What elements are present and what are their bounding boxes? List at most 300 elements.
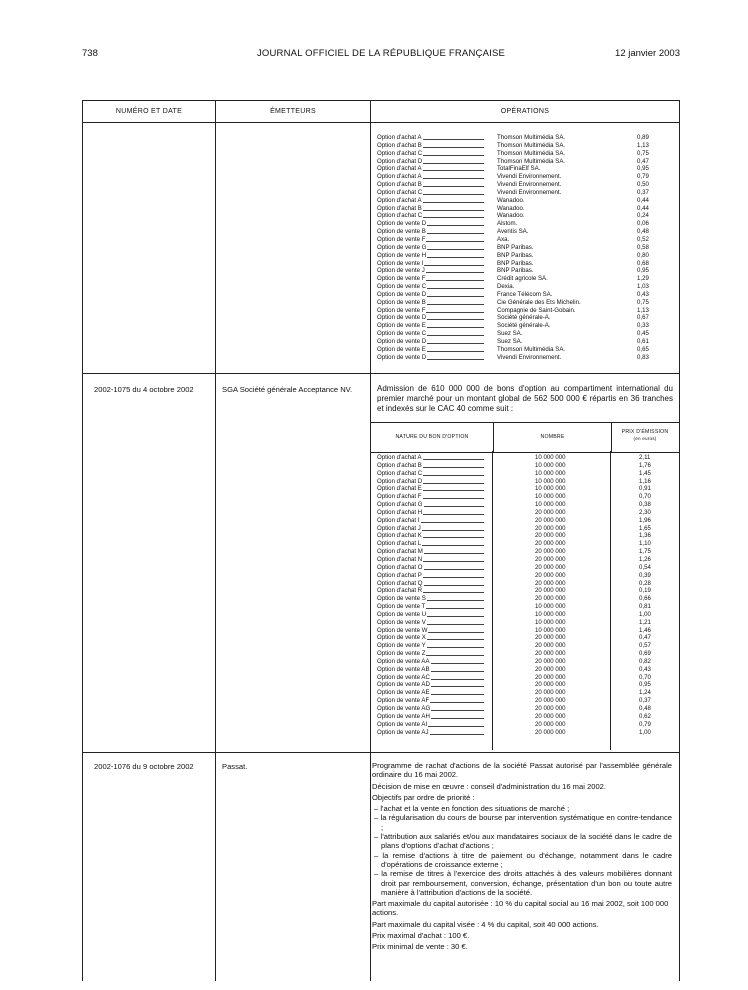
tranche-row [377, 603, 677, 611]
option-value: 0,67 [637, 314, 649, 322]
issue-date: 12 janvier 2003 [615, 48, 680, 59]
leader-line [424, 265, 484, 266]
column-header-emetteurs: ÉMETTEURS [270, 108, 316, 115]
tranche-count: 20 000 000 [535, 665, 566, 673]
leader-line [424, 585, 484, 586]
option-type: Option d'achat D [377, 157, 423, 165]
tranche-count: 10 000 000 [535, 610, 566, 618]
underlying-name: Thomson Multimédia SA. [497, 141, 566, 149]
option-type: Option d'achat C [377, 188, 423, 196]
tranche-row [377, 627, 677, 635]
tranche-type: Option de vente AF [377, 697, 430, 705]
tranche-row [377, 595, 677, 603]
tranche-count: 20 000 000 [535, 634, 566, 642]
subheader-prix-unit: (en euros) [633, 436, 657, 441]
tranche-price: 1,21 [639, 618, 651, 626]
tranche-price: 1,00 [639, 610, 651, 618]
leader-line [424, 569, 484, 570]
tranche-count: 20 000 000 [535, 689, 566, 697]
leader-line [426, 655, 484, 656]
leader-line [430, 702, 484, 703]
tranche-type: Option d'achat D [377, 477, 423, 485]
leader-line [427, 288, 484, 289]
objective-item: – la régularisation du cours de bourse par intervention systématique en contre-tendance ; [374, 813, 672, 832]
leader-line [423, 147, 484, 148]
tranche-price: 0,81 [639, 603, 651, 611]
tranche-type: Option de vente AH [377, 712, 430, 720]
subheader-nombre: NOMBRE [540, 434, 565, 440]
tranche-count: 20 000 000 [535, 563, 566, 571]
tranche-type: Option d'achat R [377, 587, 423, 595]
tranche-row [377, 650, 677, 658]
option-row [377, 212, 677, 220]
option-type: Option de vente J [377, 267, 425, 275]
tranche-row [377, 619, 677, 627]
option-value: 1,29 [637, 275, 649, 283]
underlying-name: Suez SA. [497, 330, 523, 338]
underlying-name: Thomson Multimédia SA. [497, 157, 566, 165]
leader-line [423, 561, 484, 562]
leader-line [422, 530, 484, 531]
tranche-price: 0,37 [639, 697, 651, 705]
tranche-type: Option de vente AI [377, 720, 428, 728]
tranche-row [377, 658, 677, 666]
tranche-row [377, 532, 677, 540]
leader-line [431, 663, 484, 664]
leader-line [423, 194, 484, 195]
underlying-name: BNP Paribas. [497, 243, 534, 251]
tranche-price: 0,62 [639, 712, 651, 720]
leader-line [421, 522, 484, 523]
tranche-row [377, 493, 677, 501]
leader-line [427, 249, 484, 250]
row-rule [83, 752, 679, 753]
tranche-price: 1,00 [639, 728, 651, 736]
option-row [377, 354, 677, 362]
tranche-count: 10 000 000 [535, 493, 566, 501]
tranche-price: 1,16 [639, 477, 651, 485]
implementation-decision: Décision de mise en œuvre : conseil d'administration du 16 mai 2002. [372, 781, 607, 791]
option-type: Option de vente H [377, 251, 427, 259]
tranche-row [377, 666, 677, 674]
tranche-price: 1,24 [639, 689, 651, 697]
tranche-count: 20 000 000 [535, 516, 566, 524]
tranche-count: 20 000 000 [535, 555, 566, 563]
option-value: 0,44 [637, 196, 649, 204]
option-row [377, 197, 677, 205]
leader-line [423, 459, 484, 460]
tranche-count: 20 000 000 [535, 697, 566, 705]
option-value: 1,03 [637, 283, 649, 291]
underlying-name: Axa. [497, 235, 510, 243]
underlying-name: Compagnie de Saint-Gobain. [497, 306, 576, 314]
tranche-row [377, 689, 677, 697]
tranche-type: Option d'achat A [377, 454, 422, 461]
tranche-row [377, 642, 677, 650]
tranche-price: 0,82 [639, 657, 651, 665]
tranche-price: 0,19 [639, 587, 651, 595]
tranche-count: 20 000 000 [535, 657, 566, 665]
leader-line [423, 490, 484, 491]
option-type: Option de vente I [377, 259, 424, 267]
objective-item: – la remise de titres à l'exercice des droits attachés à des valeurs mobilières donnant droit par remboursement, conversion, échange, présentation d'un bon ou toute autre manière à l'attribution d'actions de la société. [374, 869, 672, 897]
tranche-count: 10 000 000 [535, 461, 566, 469]
leader-line [426, 312, 484, 313]
option-type: Option d'achat A [377, 134, 422, 141]
option-value: 0,48 [637, 228, 649, 236]
tranche-type: Option de vente AG [377, 705, 431, 712]
tranche-type: Option d'achat B [377, 461, 422, 469]
leader-line [423, 475, 484, 476]
column-header-operations: OPÉRATIONS [500, 108, 550, 115]
option-row [377, 142, 677, 150]
objective-item: – l'achat et la vente en fonction des situations de marché ; [374, 804, 570, 814]
option-type: Option de vente C [377, 283, 427, 291]
option-value: 0,65 [637, 345, 649, 353]
option-row [377, 267, 677, 275]
tranche-type: Option d'achat E [377, 485, 422, 493]
tranche-row [377, 674, 677, 682]
option-row [377, 338, 677, 346]
warrant-table-header [370, 422, 680, 453]
option-row [377, 330, 677, 338]
tranche-price: 0,91 [639, 485, 651, 493]
tranche-count: 10 000 000 [535, 477, 566, 485]
tranche-type: Option d'achat I [377, 516, 420, 524]
option-value: 0,83 [637, 353, 649, 361]
tranche-type: Option de vente AD [377, 681, 430, 689]
tranche-type: Option d'achat C [377, 469, 423, 477]
underlying-name: Cie Générale des Ets Michelin. [497, 298, 581, 306]
tranche-count: 20 000 000 [535, 728, 566, 736]
tranche-row [377, 587, 677, 595]
option-value: 0,75 [637, 298, 649, 306]
tranche-row [377, 611, 677, 619]
option-type: Option d'achat A [377, 165, 422, 173]
tranche-price: 1,76 [639, 461, 651, 469]
tranche-price: 2,11 [639, 454, 651, 461]
leader-line [431, 694, 484, 695]
tranche-count: 20 000 000 [535, 720, 566, 728]
header-rule [83, 122, 679, 123]
tranche-row [377, 721, 677, 729]
option-row [377, 307, 677, 315]
tranche-row [377, 517, 677, 525]
page-number: 738 [82, 48, 98, 59]
tranche-row [377, 501, 677, 509]
underlying-name: Vivendi Environnement. [497, 173, 562, 181]
option-type: Option d'achat B [377, 181, 422, 189]
tranche-count: 20 000 000 [535, 705, 566, 712]
tranche-row [377, 540, 677, 548]
underlying-name: Société générale-A. [497, 314, 551, 322]
leader-line [427, 351, 484, 352]
tranche-type: Option d'achat G [377, 501, 423, 509]
underlying-name: BNP Paribas. [497, 251, 534, 259]
tranche-type: Option d'achat Q [377, 579, 423, 587]
buyback-program [372, 761, 672, 954]
tranche-row [377, 713, 677, 721]
tranche-type: Option d'achat M [377, 548, 423, 556]
leader-line [427, 647, 484, 648]
tranche-price: 0,70 [639, 673, 651, 681]
option-value: 0,61 [637, 337, 649, 345]
tranche-row [377, 485, 677, 493]
leader-line [423, 483, 484, 484]
option-type: Option de vente E [377, 345, 426, 353]
tranche-row [377, 454, 677, 462]
leader-line [423, 577, 484, 578]
tranche-row [377, 509, 677, 517]
option-row [377, 299, 677, 307]
option-type: Option d'achat A [377, 196, 422, 204]
leader-line [427, 257, 484, 258]
leader-line [423, 514, 484, 515]
option-type: Option d'achat A [377, 173, 422, 181]
leader-line [423, 217, 484, 218]
leader-line [426, 241, 484, 242]
entry-number-date: 2002-1075 du 4 octobre 2002 [94, 385, 194, 394]
tranche-type: Option de vente AJ [377, 728, 429, 736]
underlying-name: France Télécom SA. [497, 290, 553, 298]
admission-intro: Admission de 610 000 000 de bons d'option au compartiment international du premier marché pour un montant global de 562 500 000 € répartis en 36 tranches et indexés sur le CAC 40 comme suit : [377, 384, 673, 413]
option-type: Option de vente C [377, 330, 427, 338]
tranche-price: 0,95 [639, 681, 651, 689]
tranche-type: Option de vente V [377, 618, 426, 626]
option-row [377, 252, 677, 260]
option-value: 0,58 [637, 243, 649, 251]
option-type: Option de vente E [377, 322, 426, 330]
option-type: Option de vente D [377, 353, 427, 361]
underlying-name: Suez SA. [497, 337, 523, 345]
tranche-price: 2,30 [639, 508, 651, 516]
warrant-tranche-list [377, 454, 677, 736]
tranche-type: Option de vente Y [377, 642, 426, 650]
option-value: 0,79 [637, 173, 649, 181]
row-rule [83, 373, 679, 374]
underlying-name: Alstom. [497, 220, 518, 228]
leader-line [428, 726, 484, 727]
leader-line [423, 592, 484, 593]
tranche-row [377, 525, 677, 533]
tranche-count: 20 000 000 [535, 681, 566, 689]
tranche-count: 20 000 000 [535, 673, 566, 681]
leader-line [427, 616, 484, 617]
leader-line [431, 710, 484, 711]
tranche-price: 1,75 [639, 548, 651, 556]
leader-line [427, 225, 484, 226]
tranche-price: 0,47 [639, 634, 651, 642]
underlying-name: Thomson Multimédia SA. [497, 345, 566, 353]
leader-line [423, 498, 484, 499]
tranche-price: 0,28 [639, 579, 651, 587]
max-purchase-price: Prix maximal d'achat : 100 €. [372, 931, 470, 941]
tranche-row [377, 705, 677, 713]
underlying-name: Wanadoo. [497, 204, 525, 212]
option-row [377, 260, 677, 268]
tranche-price: 0,66 [639, 595, 651, 603]
option-value: 0,75 [637, 149, 649, 157]
tranche-type: Option de vente AC [377, 673, 430, 681]
leader-line [423, 186, 484, 187]
tranche-count: 20 000 000 [535, 650, 566, 658]
tranche-price: 1,36 [639, 532, 651, 540]
leader-line [423, 210, 484, 211]
leader-line [427, 335, 484, 336]
option-type: Option de vente F [377, 275, 426, 283]
leader-line [427, 319, 484, 320]
tranche-count: 20 000 000 [535, 595, 566, 603]
option-row [377, 220, 677, 228]
option-value: 0,24 [637, 212, 649, 220]
tranche-count: 10 000 000 [535, 485, 566, 493]
option-row [377, 244, 677, 252]
tranche-count: 10 000 000 [535, 603, 566, 611]
option-value: 0,45 [637, 330, 649, 338]
leader-line [423, 170, 484, 171]
option-type: Option de vente D [377, 220, 427, 228]
leader-line [427, 327, 484, 328]
tranche-count: 20 000 000 [535, 508, 566, 516]
tranche-count: 10 000 000 [535, 618, 566, 626]
option-row [377, 322, 677, 330]
max-share-targeted: Part maximale du capital visée : 4 % du capital, soit 40 000 actions. [372, 919, 599, 929]
tranche-type: Option de vente AE [377, 689, 430, 697]
tranche-count: 20 000 000 [535, 540, 566, 548]
option-row [377, 205, 677, 213]
tranche-type: Option d'achat N [377, 555, 423, 563]
underlying-name: Wanadoo. [497, 196, 525, 204]
underlying-name: Dexia. [497, 283, 515, 291]
tranche-count: 20 000 000 [535, 548, 566, 556]
tranche-count: 10 000 000 [535, 626, 566, 634]
option-type: Option d'achat B [377, 204, 422, 212]
option-value: 0,43 [637, 290, 649, 298]
option-row [377, 134, 677, 142]
leader-line [427, 233, 484, 234]
option-type: Option de vente F [377, 306, 426, 314]
option-value: 0,33 [637, 322, 649, 330]
leader-line [431, 718, 484, 719]
tranche-count: 20 000 000 [535, 532, 566, 540]
leader-line [423, 178, 484, 179]
leader-line [428, 632, 484, 633]
option-row [377, 173, 677, 181]
option-type: Option de vente G [377, 243, 427, 251]
leader-line [431, 679, 484, 680]
underlying-name: Wanadoo. [497, 212, 525, 220]
option-row [377, 275, 677, 283]
entry-number-date: 2002-1076 du 9 octobre 2002 [94, 762, 194, 771]
option-row [377, 236, 677, 244]
leader-line [427, 343, 484, 344]
underlying-name: Vivendi Environnement. [497, 353, 562, 361]
option-row [377, 181, 677, 189]
underlying-name: BNP Paribas. [497, 267, 534, 275]
leader-line [424, 506, 484, 507]
option-value: 0,95 [637, 267, 649, 275]
leader-line [423, 467, 484, 468]
issuer-name: SGA Société générale Acceptance NV. [222, 385, 353, 394]
option-value: 0,52 [637, 235, 649, 243]
tranche-row [377, 548, 677, 556]
tranche-type: Option de vente AB [377, 665, 430, 673]
option-row [377, 189, 677, 197]
tranche-type: Option de vente X [377, 634, 426, 642]
tranche-row [377, 470, 677, 478]
tranche-price: 1,96 [639, 516, 651, 524]
option-row [377, 283, 677, 291]
tranche-row [377, 478, 677, 486]
leader-line [426, 272, 484, 273]
option-value: 0,80 [637, 251, 649, 259]
underlying-options-list [377, 134, 677, 361]
option-value: 1,13 [637, 141, 649, 149]
tranche-type: Option d'achat H [377, 508, 423, 516]
option-value: 0,44 [637, 204, 649, 212]
tranche-type: Option d'achat K [377, 532, 422, 540]
tranche-count: 10 000 000 [535, 469, 566, 477]
tranche-row [377, 681, 677, 689]
tranche-type: Option d'achat J [377, 524, 421, 532]
tranche-row [377, 564, 677, 572]
option-type: Option de vente D [377, 290, 427, 298]
underlying-name: Aventis SA. [497, 228, 529, 236]
option-type: Option d'achat C [377, 149, 423, 157]
column-divider [215, 101, 216, 981]
leader-line [424, 553, 484, 554]
tranche-type: Option de vente T [377, 603, 426, 611]
tranche-count: 10 000 000 [535, 454, 566, 461]
leader-line [427, 296, 484, 297]
option-row [377, 314, 677, 322]
tranche-price: 0,69 [639, 650, 651, 658]
objectives-list [372, 804, 672, 897]
tranche-row [377, 572, 677, 580]
option-row [377, 291, 677, 299]
leader-line [423, 163, 484, 164]
issuer-name: Passat. [222, 762, 248, 771]
tranche-type: Option de vente W [377, 626, 428, 634]
objectives-heading: Objectifs par ordre de priorité : [372, 792, 475, 802]
leader-line [423, 139, 484, 140]
option-row [377, 228, 677, 236]
leader-line [427, 639, 484, 640]
tranche-type: Option d'achat F [377, 493, 422, 501]
leader-line [426, 280, 484, 281]
option-value: 0,47 [637, 157, 649, 165]
tranche-price: 1,65 [639, 524, 651, 532]
min-sale-price: Prix minimal de vente : 30 €. [372, 942, 468, 952]
tranche-price: 0,48 [639, 705, 651, 712]
tranche-type: Option d'achat L [377, 540, 422, 548]
option-type: Option de vente D [377, 337, 427, 345]
program-description: Programme de rachat d'actions de la société Passat autorisé par l'assemblée générale ordinaire du 16 mai 2002. [372, 761, 672, 780]
tranche-count: 20 000 000 [535, 712, 566, 720]
leader-line [431, 671, 484, 672]
option-row [377, 165, 677, 173]
subheader-prix: PRIX D'ÉMISSION [621, 429, 669, 435]
option-value: 1,13 [637, 306, 649, 314]
leader-line [422, 545, 484, 546]
leader-line [431, 686, 484, 687]
option-value: 0,89 [637, 134, 649, 141]
tranche-row [377, 556, 677, 564]
max-share-authorized: Part maximale du capital autorisée : 10 % du capital social au 16 mai 2002, soit 100 000 actions. [372, 899, 669, 918]
option-type: Option de vente B [377, 228, 426, 236]
tranche-price: 0,57 [639, 642, 651, 650]
tranche-type: Option de vente Z [377, 650, 426, 658]
